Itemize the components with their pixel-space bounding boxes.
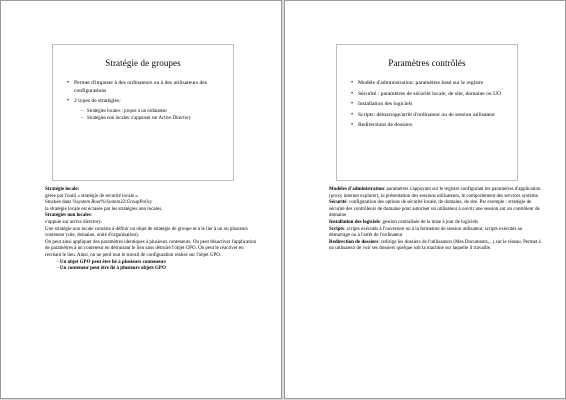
notes-text: : gestion centralisée de la mise à jour de logiciels xyxy=(379,219,479,225)
notes-bullet: - Un conteneur peut être lié à plusieurs objets GPO xyxy=(57,266,166,272)
slide-bullet xyxy=(67,98,225,122)
notes-heading: Stratégies non locales xyxy=(45,213,91,219)
notes-line: s'appuie sur active directory. xyxy=(45,219,102,225)
notes-heading: Modèles d'administration xyxy=(329,187,384,192)
notes-text: : paramètres s'appuyant sur le registre configurant les paramètres d'application (proxy internet explorer), la présentation des sessions utilisateurs, le comportement des services système. xyxy=(329,187,541,199)
slide-bullet: • Permet d'imposer à des ordinateurs ou à des utilisateurs des configurations xyxy=(67,80,225,95)
slide-sub-bullet: – Stratégies non locales: s'appuient sur Active Directory xyxy=(81,115,225,122)
right-page xyxy=(284,0,566,399)
notes-paragraph xyxy=(329,187,541,200)
notes-paragraph xyxy=(329,240,541,253)
slide-bullet: • Modèle d'administration: paramètres basé sur le registre xyxy=(351,80,509,88)
notes-heading: Stratégie locale: xyxy=(45,187,80,192)
notes-line xyxy=(45,200,257,207)
slide-thumbnail-group-policy xyxy=(52,44,234,181)
notes-heading: Scripts xyxy=(329,226,344,232)
notes-heading: Sécurité xyxy=(329,200,347,206)
notes-paragraph xyxy=(329,227,541,240)
notes-bullet-text: Un objet GPO peut être lié à plusieurs conteneurs xyxy=(59,259,166,265)
slide-bullet-list xyxy=(53,80,233,122)
slide-title: Stratégie de groupes xyxy=(105,58,181,68)
notes-text: Stockée dans xyxy=(45,200,73,206)
slide-bullet: • Redirections de dossiers xyxy=(351,122,509,130)
speaker-notes xyxy=(329,187,541,253)
notes-heading: Redirection de dossiers xyxy=(329,239,379,245)
notes-paragraph xyxy=(329,200,541,220)
slide-bullet: • Scripts: démarrage/arrêt d'ordinateur ou de session utilisateur xyxy=(351,112,509,120)
notes-text: : xyxy=(90,213,93,219)
notes-path: %system Root%\System32\GroupPolicy xyxy=(72,200,153,206)
left-page xyxy=(0,0,282,399)
notes-text: : scripts exécutés à l'ouverture ou à la fermeture de session utilisateur, scripts exécutés au démarrage ou à l'arrêt de l'ordinateur xyxy=(329,226,523,239)
slide-bullet: • Installation des logiciels xyxy=(351,101,509,109)
slide-sub-bullet: – Stratégies locales : propre à un ordinateur xyxy=(81,108,225,115)
speaker-notes xyxy=(45,187,257,273)
notes-text: : redirige les dossiers de l'utilisateurs (Mes Documents,...) sur le réseau. Permet à un utilisateur de voir ses dossiers quelque soit la machine sur laquelle il travaille. xyxy=(329,239,541,252)
notes-paragraph: On peut ainsi appliquer des paramètres identiques à plusieurs conteneurs. On peut désactiver l'application de paramètres à un conteneur en détruisant le lien sans détruire l'objet GPO. On peut le réactiver en recréant le lien. Ainsi, on ne perd tout le travail de configuration réalisé sur l'objet GPO. xyxy=(45,239,257,258)
slide-title: Paramètres contrôlés xyxy=(388,58,466,68)
notes-paragraph: Une stratégie non locale consiste à définir un objet de stratégie de groupe et à le lier à un ou plusieurs conteneur (site, domaine, unité d'organisation). xyxy=(45,226,248,239)
notes-line: gérée par l'outil « stratégie de sécurité locale ». xyxy=(45,193,140,199)
slide-thumbnail-controlled-settings xyxy=(336,44,518,181)
notes-line: la stratégie locale est écrasée par les stratégies non locales. xyxy=(45,206,163,212)
notes-paragraph xyxy=(329,220,541,227)
slide-bullet-text: 2 types de stratégies: xyxy=(74,98,121,105)
slide-bullet: • Sécurité : paramètres de sécurité locale, de site, domaine ou UO xyxy=(351,91,509,99)
notes-heading: Installation des logiciels xyxy=(329,219,380,225)
slide-sub-list xyxy=(74,108,225,122)
notes-bullet-text: Un conteneur peut être lié à plusieurs objets GPO xyxy=(59,266,166,272)
notes-text: : configuration des options de sécurité locale, de domaine, de site. Par exemple : stratégie de sécurité des contrôleurs de domaine pour autoriser un utilisateur à ouvrir une session sur un contrôleur de domaine xyxy=(329,200,540,219)
notes-bullet: - Un objet GPO peut être lié à plusieurs conteneurs xyxy=(57,259,166,265)
slide-bullet-list xyxy=(337,80,517,130)
